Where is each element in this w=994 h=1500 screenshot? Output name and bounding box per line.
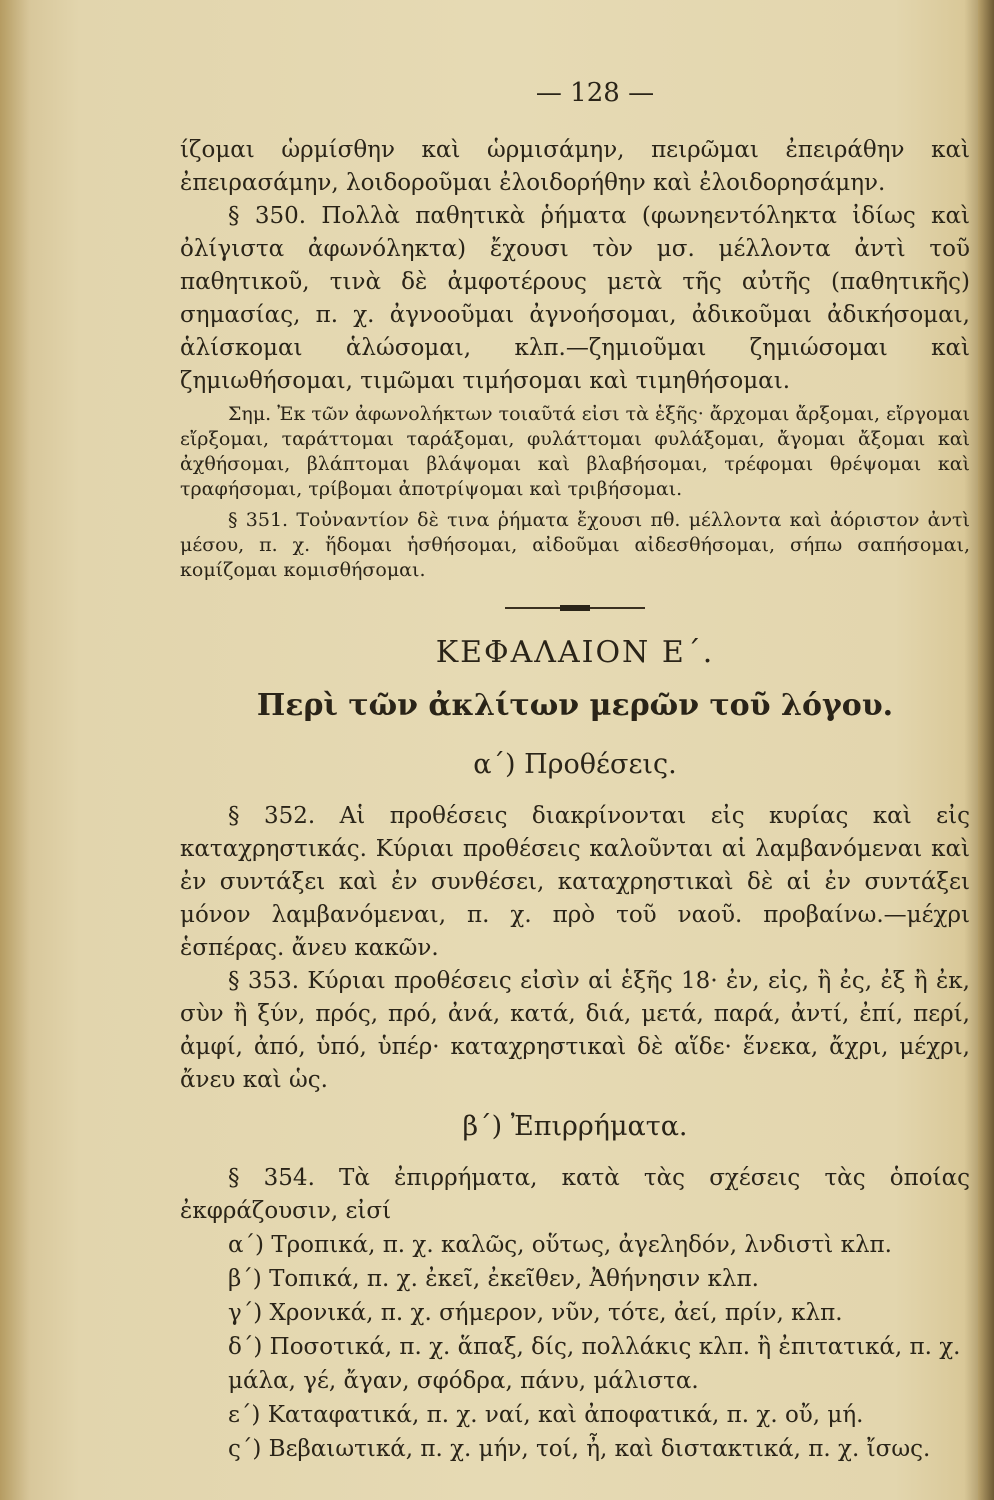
book-spine	[978, 0, 994, 1500]
list-item: ε΄) Καταφατικά, π. χ. ναί, καὶ ἀποφατικά, π. χ. οὔ, μή.	[228, 1402, 864, 1428]
list-item: α΄) Τροπικά, π. χ. καλῶς, οὕτως, ἀγεληδόν, λνδιστὶ κλπ.	[228, 1232, 892, 1258]
section-a-title: α΄) Προθέσεις.	[473, 749, 677, 780]
chapter-subtitle: Περὶ τῶν ἀκλίτων μερῶν τοῦ λόγου.	[256, 688, 894, 723]
page-number: — 128 —	[535, 78, 655, 108]
section-separator	[180, 593, 970, 623]
list-item: δ΄) Ποσοτικά, π. χ. ἅπαξ, δίς, πολλάκις κλπ. ἢ ἐπιτατικά, π. χ. μάλα, γέ, ἄγαν, σφόδρα, πάνυ, μάλιστα.	[228, 1334, 961, 1394]
page-content	[180, 78, 970, 1466]
paragraph-350: § 350. Πολλὰ παθητικὰ ῥήματα (φωνηεντόληκτα ἰδίως καὶ ὀλίγιστα ἀφωνόληκτα) ἔχουσι τὸν μσ. μέλλοντα ἀντὶ τοῦ παθητικοῦ, τινὰ δὲ ἀμφοτέρους μετὰ τῆς αὐτῆς (παθητικῆς) σημασίας, π. χ. ἀγνοοῦμαι ἀγνοήσομαι, ἀδικοῦμαι ἀδικήσομαι, ἁλίσκομαι ἁλώσομαι, κλπ.—ζημιοῦμαι ζημιώσομαι καὶ ζημιωθήσομαι, τιμῶμαι τιμήσομαι καὶ τιμηθήσομαι.	[180, 203, 970, 394]
paragraph-351: § 351. Τοὐναντίον δὲ τινα ῥήματα ἔχουσι πθ. μέλλοντα καὶ ἀόριστον ἀντὶ μέσου, π. χ. ἥδομαι ἡσθήσομαι, αἰδοῦμαι αἰδεσθήσομαι, σήπω σαπήσομαι, κομίζομαι κομισθήσομαι.	[180, 509, 970, 581]
paragraph-354: § 354. Τὰ ἐπιρρήματα, κατὰ τὰς σχέσεις τὰς ὁποίας ἐκφράζουσιν, εἰσί	[180, 1165, 970, 1224]
note-paragraph: Σημ. Ἐκ τῶν ἀφωνολήκτων τοιαῦτά εἰσι τὰ ἑξῆς· ἄρχομαι ἄρξομαι, εἴργομαι εἴρξομαι, ταράττομαι ταράξομαι, φυλάττομαι φυλάξομαι, ἄγομαι ἄξομαι καὶ ἀχθήσομαι, βλάπτομαι βλάψομαι καὶ βλαβήσομαι, τρέφομαι θρέψομαι καὶ τραφήσομαι, τρίβομαι ἀποτρίψομαι καὶ τριβήσομαι.	[180, 403, 970, 500]
paragraph-353: § 353. Κύριαι προθέσεις εἰσὶν αἱ ἑξῆς 18· ἐν, εἰς, ἢ ἐς, ἐξ ἢ ἐκ, σὺν ἢ ξύν, πρός, πρό, ἀνά, κατά, διά, μετά, παρά, ἀντί, ἐπί, περί, ἀμφί, ἀπό, ὑπό, ὑπέρ· καταχρηστικαὶ δὲ αἵδε· ἕνεκα, ἄχρι, μέχρι, ἄνευ καὶ ὡς.	[180, 968, 970, 1093]
list-item: β΄) Τοπικά, π. χ. ἐκεῖ, ἐκεῖθεν, Ἀθήνησιν κλπ.	[228, 1266, 759, 1292]
paragraph-continued: ίζομαι ὡρμίσθην καὶ ὡρμισάμην, πειρῶμαι ἐπειράθην καὶ ἐπειρασάμην, λοιδοροῦμαι ἐλοιδορήθην καὶ ἐλοιδορησάμην.	[180, 137, 970, 196]
paragraph-352: § 352. Αἱ προθέσεις διακρίνονται εἰς κυρίας καὶ εἰς καταχρηστικάς. Κύριαι προθέσεις καλοῦνται αἱ λαμβανόμεναι καὶ ἐν συντάξει καὶ ἐν συνθέσει, καταχρηστικαὶ δὲ αἱ ἐν συντάξει μόνον λαμβανόμεναι, π. χ. πρὸ τοῦ ναοῦ. προβαίνω.—μέχρι ἑσπέρας. ἄνευ κακῶν.	[180, 803, 970, 961]
chapter-title: ΚΕΦΑΛΑΙΟΝ Ε΄.	[435, 635, 715, 670]
list-item: γ΄) Χρονικά, π. χ. σήμερον, νῦν, τότε, ἀεί, πρίν, κλπ.	[228, 1300, 843, 1326]
section-b-title: β΄) Ἐπιρρήματα.	[462, 1111, 688, 1142]
list-item: ς΄) Βεβαιωτικά, π. χ. μήν, τοί, ἦ, καὶ διστακτικά, π. χ. ἴσως.	[228, 1436, 931, 1462]
